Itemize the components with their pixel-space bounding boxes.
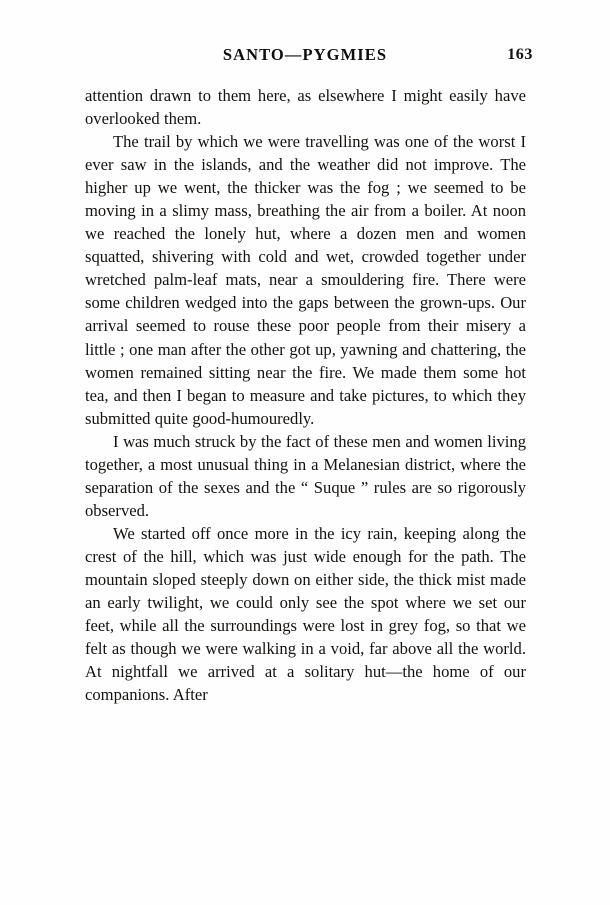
paragraph: attention drawn to them here, as elsewhere I might easily have overlooked them. xyxy=(85,86,526,129)
page-title: SANTO—PYGMIES xyxy=(222,45,388,64)
paragraph: The trail by which we were travelling was one of the worst I ever saw in the islands, and the weather did not improve. The higher up we went, the thicker was the fog ; we seemed to be moving in a slimy mass, breathing the air from a boiler. At noon we reached the lonely hut, where a dozen men and women squatted, shivering with cold and wet, crowded together under wretched palm-leaf mats, near a smouldering fire. There were some children wedged into the gaps between the grown-ups. Our arrival seemed to rouse these poor people from their misery a little ; one man after the other got up, yawning and chattering, the women remained sitting near the fire. We made them some hot tea, and then I began to measure and take pictures, to which they submitted quite good-humouredly. xyxy=(85,132,526,428)
page-number: 163 xyxy=(507,46,533,63)
paragraph: I was much struck by the fact of these men and women living together, a most unusual thing in a Melanesian district, where the separation of the sexes and the “ Suque ” rules are so rigorously observed. xyxy=(85,431,526,520)
running-head xyxy=(85,45,533,71)
body-text xyxy=(85,84,526,706)
paragraph: We started off once more in the icy rain, keeping along the crest of the hill, which was just wide enough for the path. The mountain sloped steeply down on either side, the thick mist made an early twilight, we could only see the spot where we set our feet, while all the surroundings were lost in grey fog, so that we felt as though we were walking in a void, far above all the world. At nightfall we arrived at a solitary hut—the home of our companions. After xyxy=(85,523,526,705)
